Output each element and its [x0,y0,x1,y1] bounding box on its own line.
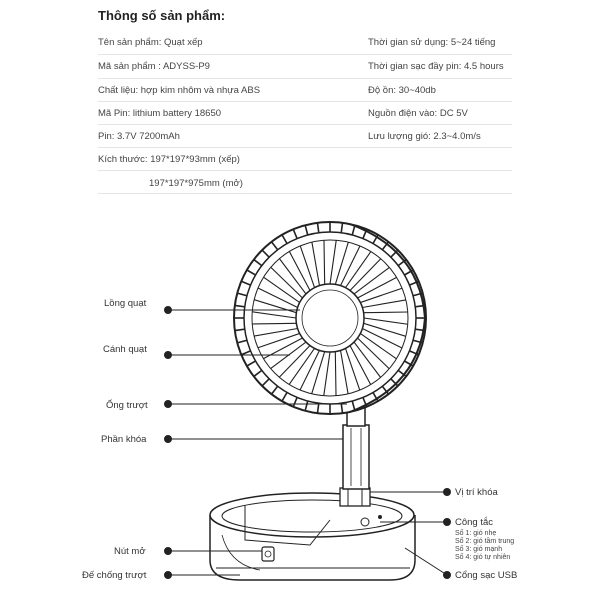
label-fan-cage: Lồng quạt [104,298,147,309]
label-lock-section: Phần khóa [101,434,147,445]
switch-mode-1: Số 1: gió nhẹ [455,530,497,537]
lock-area [340,488,370,506]
spec-charge-time: Thời gian sạc đầy pin: 4.5 hours [368,61,504,72]
fan-hub [296,284,364,352]
switch-mode-2: Số 2: gió tầm trung [455,538,515,545]
spec-noise: Độ ồn: 30~40db [368,85,436,96]
spec-size-folded: Kích thước: 197*197*93mm (xếp) [98,154,240,165]
spec-name: Tên sản phẩm: Quạt xếp [98,37,203,48]
spec-model: Mã sản phẩm : ADYSS-P9 [98,61,210,72]
label-usb-port: Cổng sạc USB [455,570,518,581]
switch-mode-3: Số 3: gió mạnh [455,546,503,553]
spec-material: Chất liệu: hợp kim nhôm và nhựa ABS [98,85,261,96]
spec-power-input: Nguồn điện vào: DC 5V [368,108,468,119]
label-switch: Công tắc [455,517,494,528]
fan-blade-spoke [252,323,296,324]
fan-blade-spoke [364,312,408,313]
spec-airflow: Lưu lượng gió: 2.3~4.0m/s [368,131,481,142]
spec-battery: Pin: 3.7V 7200mAh [98,131,180,142]
spec-runtime: Thời gian sử dụng: 5~24 tiếng [368,37,496,48]
label-slide-tube: Ống trượt [106,400,148,411]
label-fan-blades: Cánh quạt [103,344,147,355]
spec-size-open: 197*197*975mm (mở) [149,178,243,189]
label-lock-position: Vị trí khóa [455,487,498,498]
page-title: Thông số sản phẩm: [98,8,226,23]
lock-section [343,425,369,489]
label-open-button: Nút mở [114,546,146,557]
switch-mode-4: Số 4: gió tự nhiên [455,554,511,561]
fan-blade-spoke [335,352,336,396]
spec-battery-code: Mã Pin: lithium battery 18650 [98,108,222,119]
label-anti-slip-base: Đế chống trượt [82,570,147,581]
fan-blade-spoke [324,240,325,284]
